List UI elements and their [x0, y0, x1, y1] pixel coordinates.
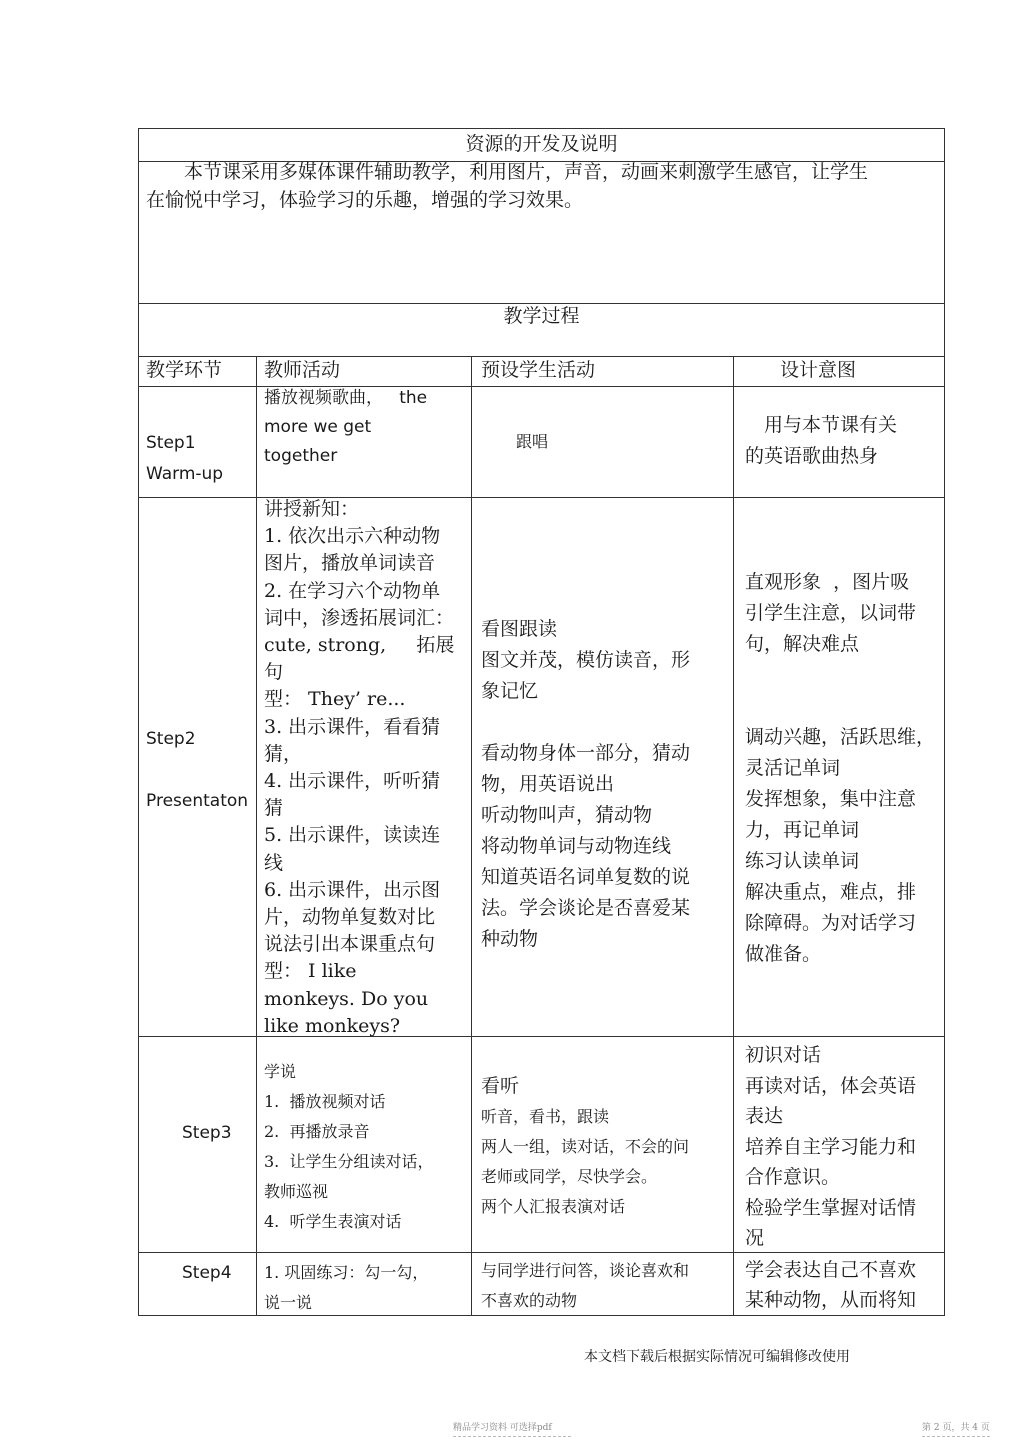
- teacher-cell: 1. 巩固练习：勾一勾， 说一说: [264, 1263, 429, 1312]
- intent-cell: 初识对话 再读对话，体会英语 表达 培养自主学习能力和 合作意识。 检验学生掌握对话情 况: [745, 1044, 917, 1249]
- process-heading: 教学过程: [503, 305, 580, 327]
- resources-text: 本节课采用多媒体课件辅助教学，利用图片，声音，动画来刺激学生感官，让学生 在愉悦中学习，体验学习的乐趣，增强的学习效果。: [146, 161, 869, 211]
- stage-cell: Step3: [182, 1123, 232, 1143]
- intent-cell: 学会表达自己不喜欢 某种动物，从而将知: [745, 1259, 917, 1311]
- stage-cell: Step4: [182, 1263, 232, 1283]
- intent-cell: 直观形象 ，图片吸 引学生注意，以词带 句，解决难点 调动兴趣，活跃思维， 灵活记单词 发挥想象，集中注意 力，再记单词 练习认读单词 解决重点，难点，排 除障碍。为对话学习 做准备。: [745, 571, 936, 965]
- student-cell: 看图跟读 图文并茂，模仿读音，形 象记忆 看动物身体一部分，猜动 物，用英语说出 听动物叫声，猜动物 将动物单词与动物连线 知道英语名词单复数的说 法。学会谈论是否喜爱某 种动物: [481, 618, 691, 950]
- page-number: 第 2 页，共 4 页: [922, 1423, 990, 1433]
- footer-divider: [453, 1436, 571, 1437]
- column-header-stage: 教学环节: [146, 359, 223, 381]
- download-note: 本文档下载后根据实际情况可编辑修改使用: [584, 1349, 850, 1365]
- teacher-cell: 讲授新知： 1. 依次出示六种动物 图片，播放单词读音 2. 在学习六个动物单 词中，渗透拓展词汇： cute, strong, 拓展句 型： They’ re... 3. 出示课件，看看猜 猜， 4. 出示课件，听听猜 猜 5. 出示课件，读读连 线 6. 出示课件，出示图 片，动物单复数对比 说法引出本课重点句 型： I like monkeys. Do you like monkeys?: [264, 498, 455, 1037]
- intent-cell: 用与本节课有关 的英语歌曲热身: [745, 414, 898, 467]
- student-cell-head: 看听: [481, 1075, 520, 1097]
- teacher-cell: 播放视频歌曲， the more we get together: [264, 388, 428, 466]
- student-cell: 跟唱: [516, 432, 549, 451]
- resources-heading: 资源的开发及说明: [465, 133, 618, 155]
- stage-cell: Step2 Presentaton: [146, 729, 249, 811]
- column-header-intent: 设计意图: [779, 359, 856, 381]
- footer-divider: [922, 1436, 990, 1437]
- table-border: [256, 356, 257, 1316]
- column-header-teacher: 教师活动: [264, 359, 341, 381]
- table-border: [138, 497, 945, 498]
- footer-left: 精品学习资料 可选择pdf: [453, 1423, 552, 1433]
- table-border: [733, 356, 734, 1316]
- stage-cell: Step1 Warm-up: [146, 433, 224, 484]
- student-cell: 听音，看书，跟读 两人一组，读对话，不会的问 老师或同学，尽快学会。 两个人汇报表演对话: [481, 1107, 690, 1216]
- table-border: [138, 1036, 945, 1037]
- student-cell: 与同学进行问答，谈论喜欢和 不喜欢的动物: [481, 1261, 690, 1310]
- table-border: [471, 356, 472, 1316]
- table-border: [138, 386, 945, 387]
- teacher-cell: 学说 1. 播放视频对话 2. 再播放录音 3. 让学生分组读对话， 教师巡视 4. 听学生表演对话: [264, 1062, 434, 1231]
- column-header-student: 预设学生活动: [481, 359, 596, 381]
